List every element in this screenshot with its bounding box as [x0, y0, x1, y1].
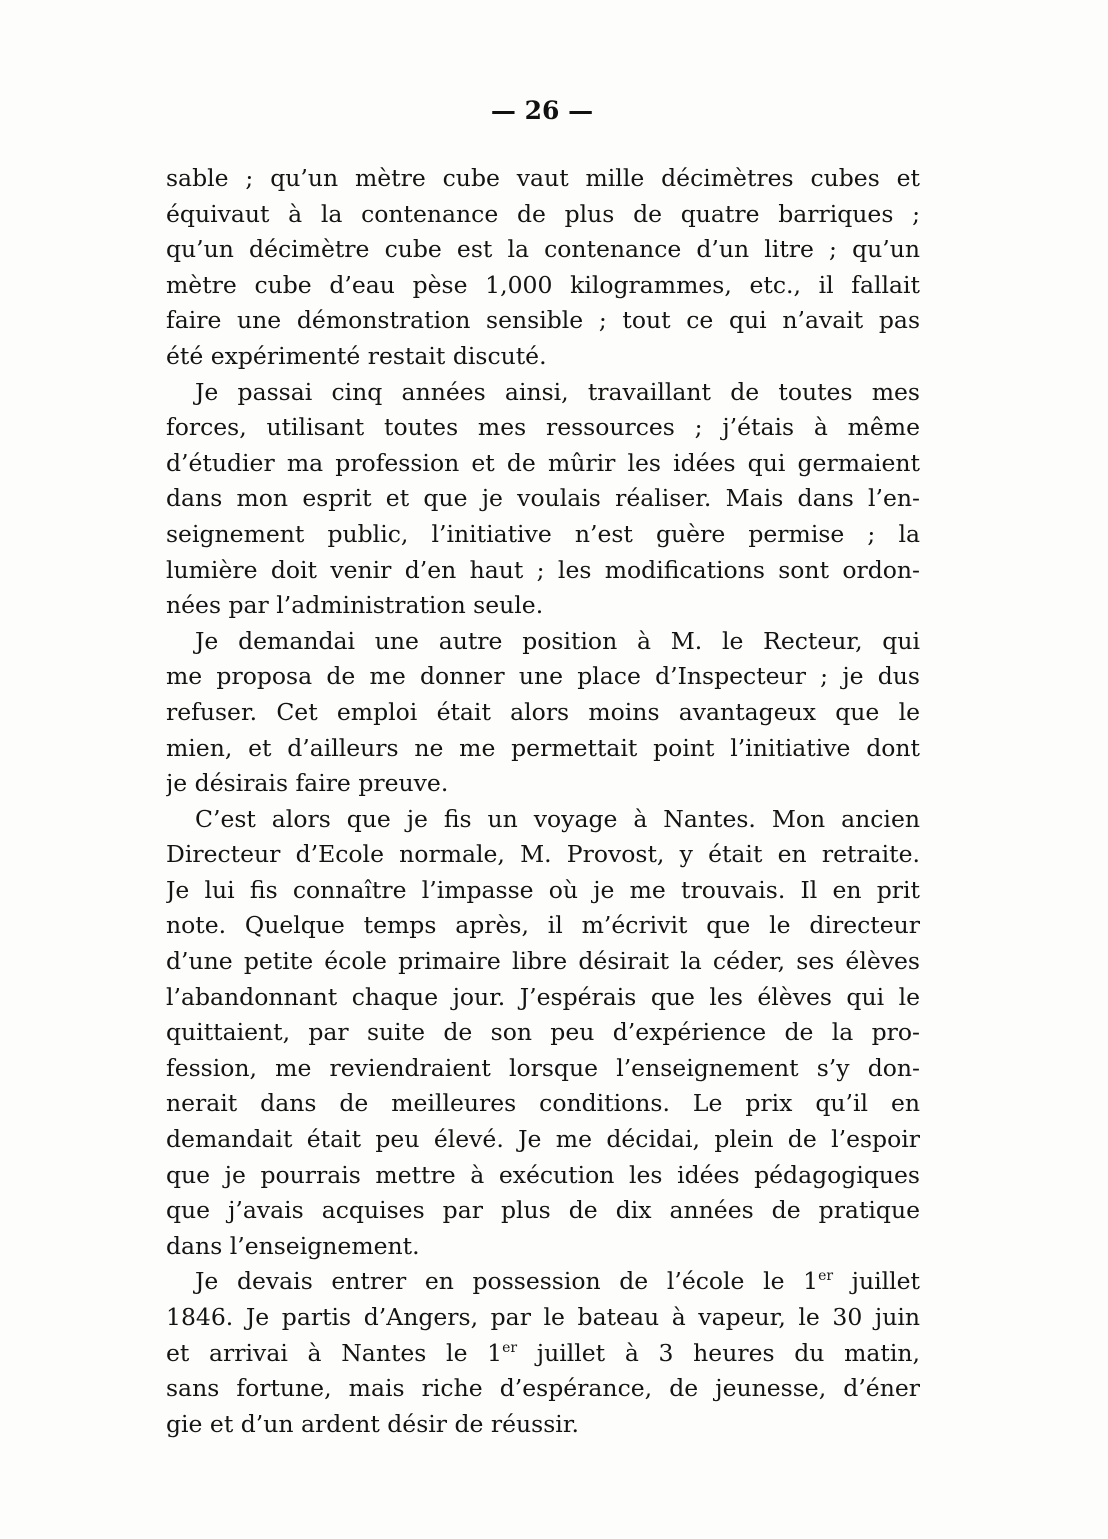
text-line: [166, 1336, 920, 1372]
text-line: Directeur d’Ecole normale, M. Provost, y était en retraite.: [166, 840, 920, 869]
text-line: nées par l’administration seule.: [166, 591, 544, 620]
text-line: qu’un décimètre cube est la contenance d’un litre ; qu’un: [166, 235, 920, 264]
text-line: note. Quelque temps après, il m’écrivit que le directeur: [166, 911, 920, 940]
text-line: seignement public, l’initiative n’est guère permise ; la: [166, 519, 920, 548]
body-text: [166, 161, 920, 1442]
text-line: demandait était peu élevé. Je me décidai, plein de l’espoir: [166, 1125, 920, 1154]
text-line: mètre cube d’eau pèse 1,000 kilogrammes, etc., il fallait: [166, 270, 920, 299]
text-line: Je lui fis connaître l’impasse où je me trouvais. Il en prit: [166, 875, 920, 904]
text-line: fession, me reviendraient lorsque l’enseignement s’y don-: [166, 1053, 920, 1082]
text-line: forces, utilisant toutes mes ressources ; j’étais à même: [166, 413, 920, 442]
text-line: mien, et d’ailleurs ne me permettait point l’initiative dont: [166, 733, 920, 762]
text-line: équivaut à la contenance de plus de quatre barriques ;: [166, 199, 920, 228]
text-line: d’une petite école primaire libre désirait la céder, ses élèves: [166, 947, 920, 976]
paragraph-4: [166, 802, 920, 1265]
page-number: — 26 —: [490, 96, 594, 125]
text-line: d’étudier ma profession et de mûrir les idées qui germaient: [166, 448, 920, 477]
text-line: refuser. Cet emploi était alors moins avantageux que le: [166, 697, 920, 726]
text-line: faire une démonstration sensible ; tout ce qui n’avait pas: [166, 306, 920, 335]
text-line: quittaient, par suite de son peu d’expérience de la pro-: [166, 1018, 920, 1047]
paragraph-5: [166, 1264, 920, 1442]
text-line: que je pourrais mettre à exécution les idées pédagogiques: [166, 1160, 920, 1189]
text-line: gie et d’un ardent désir de réussir.: [166, 1409, 579, 1438]
text-line: que j’avais acquises par plus de dix années de pratique: [166, 1196, 920, 1225]
text-line: C’est alors que je fis un voyage à Nantes. Mon ancien: [195, 804, 920, 833]
text-line: Je demandai une autre position à M. le Recteur, qui: [195, 626, 920, 655]
text-line: sans fortune, mais riche d’espérance, de jeunesse, d’éner: [166, 1374, 920, 1403]
text-line: Je passai cinq années ainsi, travaillant de toutes mes: [195, 377, 920, 406]
text-line: me proposa de me donner une place d’Inspecteur ; je dus: [166, 662, 920, 691]
text-line: sable ; qu’un mètre cube vaut mille décimètres cubes et: [166, 164, 920, 192]
text-line: été expérimenté restait discuté.: [166, 341, 547, 370]
text-line: [166, 1264, 920, 1300]
text-line: je désirais faire preuve.: [166, 769, 449, 798]
ordinal-superscript: er: [502, 1339, 518, 1356]
text-line: dans l’enseignement.: [166, 1231, 420, 1260]
text-fragment: juillet à 3 heures du matin,: [517, 1338, 920, 1367]
paragraph-3: [166, 624, 920, 802]
text-line: lumière doit venir d’en haut ; les modifications sont ordon-: [166, 555, 920, 584]
text-line: l’abandonnant chaque jour. J’espérais que les élèves qui le: [166, 982, 920, 1011]
text-fragment: juillet: [833, 1267, 920, 1296]
text-line: nerait dans de meilleures conditions. Le prix qu’il en: [166, 1089, 920, 1118]
text-fragment: et arrivai à Nantes le 1: [166, 1338, 503, 1367]
text-fragment: Je devais entrer en possession de l’école le 1: [195, 1267, 819, 1296]
text-line: 1846. Je partis d’Angers, par le bateau à vapeur, le 30 juin: [166, 1303, 920, 1331]
paragraph-2: [166, 375, 920, 624]
text-line: dans mon esprit et que je voulais réaliser. Mais dans l’en-: [166, 484, 920, 513]
paragraph-1: [166, 161, 920, 375]
ordinal-superscript: er: [818, 1268, 834, 1285]
